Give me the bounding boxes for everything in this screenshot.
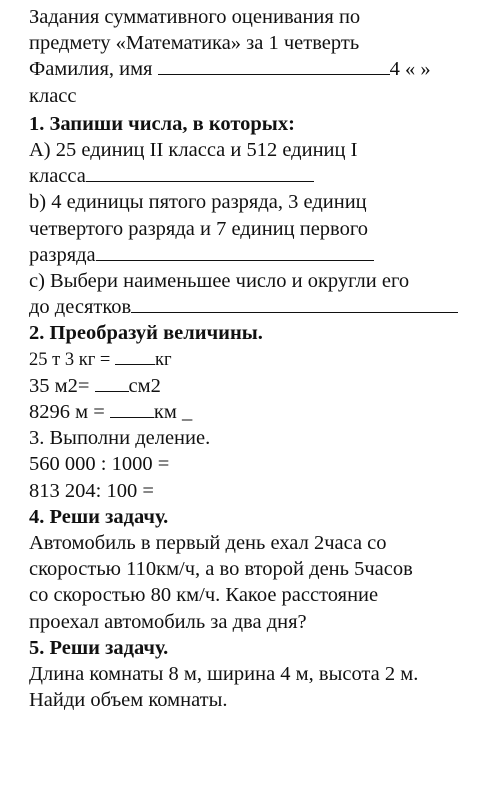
task2-row-1-blank xyxy=(115,348,155,365)
header-line-1: Задания суммативного оценивания по xyxy=(29,6,361,28)
task1-c-line-1: с) Выбери наименьшее число и округли его xyxy=(29,270,410,293)
task1-a-line-2: класса xyxy=(29,165,86,188)
task5-title: 5. Реши задачу. xyxy=(29,636,169,659)
task2-title: 2. Преобразуй величины. xyxy=(29,322,263,345)
task2-row-3-blank xyxy=(110,401,154,418)
task1-c-row xyxy=(29,294,496,320)
task1-b-line-3: разряда xyxy=(29,243,96,266)
task2-row-2 xyxy=(29,373,496,399)
task4-line-1: Автомобиль в первый день ехал 2часа со xyxy=(29,532,387,555)
task2-row-3-right: км _ xyxy=(153,401,193,424)
name-row xyxy=(29,56,496,82)
task4-line-4: проехал автомобиль за два дня? xyxy=(29,610,307,633)
name-label: Фамилия, имя xyxy=(29,58,153,81)
task2-row-1-right: кг xyxy=(154,349,172,370)
task2-row-2-blank xyxy=(95,375,129,392)
task1-c-line-2: до десятков xyxy=(29,296,132,319)
task4-line-2: скоростью 110км/ч, а во второй день 5часов xyxy=(29,558,413,581)
task1-c-blank xyxy=(131,296,458,313)
task2-row-3 xyxy=(29,399,496,425)
task1-title: 1. Запиши числа, в которых: xyxy=(29,112,295,135)
header-line-2: предмету «Математика» за 1 четверть xyxy=(29,32,360,55)
task2-row-2-right: см2 xyxy=(128,374,161,397)
header-line-4: класс xyxy=(29,84,77,107)
task1-a-row xyxy=(29,163,496,189)
task1-b-line-2: четвертого разряда и 7 единиц первого xyxy=(29,217,368,240)
task3-title: 3. Выполни деление. xyxy=(29,427,211,450)
task5-line-2: Найди объем комнаты. xyxy=(29,689,228,712)
task1-b-blank xyxy=(96,244,374,261)
task3-expression-2: 813 204: 100 = xyxy=(29,479,154,502)
task5-line-1: Длина комнаты 8 м, ширина 4 м, высота 2 м. xyxy=(29,663,419,686)
task1-b-row xyxy=(29,242,496,268)
task2-row-3-left: 8296 м = xyxy=(29,401,105,424)
task4-title: 4. Реши задачу. xyxy=(29,505,169,528)
grade-label: 4 « » xyxy=(389,58,431,81)
name-blank xyxy=(158,58,390,75)
task1-b-line-1: b) 4 единицы пятого разряда, 3 единиц xyxy=(29,191,367,214)
task3-expression-1: 560 000 : 1000 = xyxy=(29,453,170,476)
task2-row-1-left: 25 т 3 кг = xyxy=(29,349,111,370)
task2-row-1 xyxy=(29,347,496,373)
task1-a-line-1: А) 25 единиц II класса и 512 единиц I xyxy=(29,139,358,162)
task2-row-2-left: 35 м2= xyxy=(29,374,90,397)
task1-a-blank xyxy=(86,165,314,182)
task4-line-3: со скоростью 80 км/ч. Какое расстояние xyxy=(29,584,379,607)
